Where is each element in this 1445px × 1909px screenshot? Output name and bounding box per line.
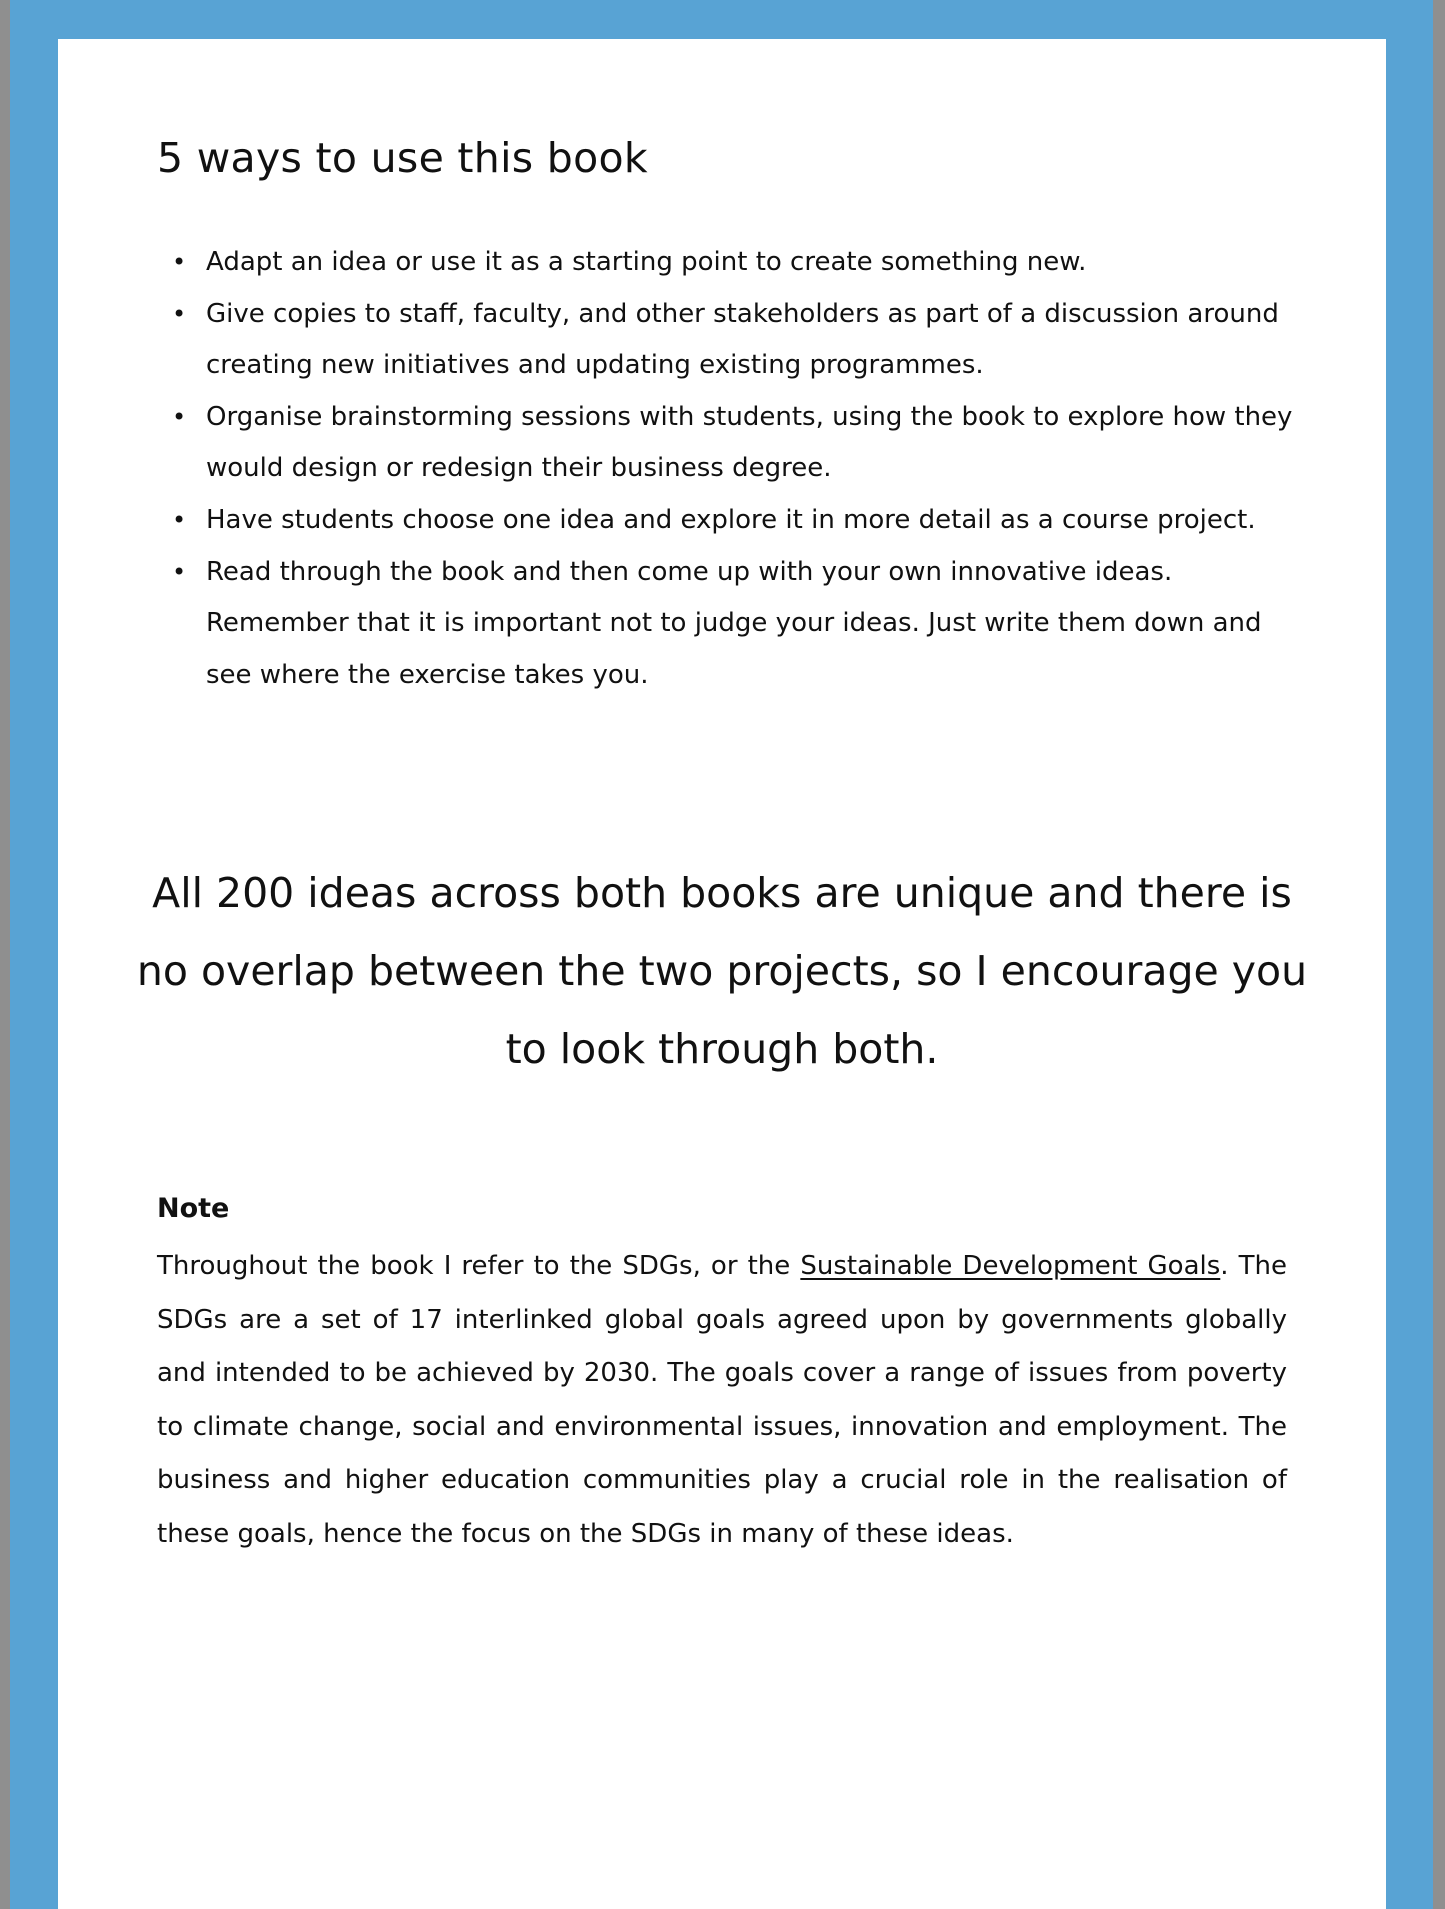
note-body [157,1240,1287,1561]
list-item-text: Adapt an idea or use it as a starting point to create something new. [206,247,1087,277]
bullet-icon: • [172,557,187,586]
bullet-icon: • [172,402,187,431]
list-item [157,392,1297,495]
note-heading: Note [157,1193,230,1224]
ways-list [157,237,1297,701]
list-item-text: Read through the book and then come up with your own innovative ideas. Remember that it is important not to judge your ideas. Just write them down and see where the exercise takes you. [206,556,1262,690]
list-item-text: Organise brainstorming sessions with students, using the book to explore how they would design or redesign their business degree. [206,401,1293,484]
viewer-edge-right [1433,0,1445,1909]
list-item-text: Give copies to staff, faculty, and other stakeholders as part of a discussion around creating new initiatives and updating existing programmes. [206,298,1279,381]
list-item [157,289,1297,392]
list-item [157,547,1297,702]
sdg-link[interactable]: Sustainable Development Goals [800,1251,1221,1281]
bullet-icon: • [172,299,187,328]
note-text-start: Throughout the book I refer to the SDGs, or the [157,1251,801,1281]
viewer-edge-left [0,0,10,1909]
section-title: 5 ways to use this book [157,134,648,182]
list-item [157,237,1297,289]
bullet-icon: • [172,505,187,534]
callout-text: All 200 ideas across both books are unique and there is no overlap between the two projects, so I encourage you to look through both. [136,869,1308,1073]
document-page [58,39,1386,1909]
list-item [157,495,1297,547]
note-text-end: . The SDGs are a set of 17 interlinked global goals agreed upon by governments globally and intended to be achieved by 2030. The goals cover a range of issues from poverty to climate change, social and environmental issues, innovation and employment. The business and higher education communities play a crucial role in the realisation of these goals, hence the focus on the SDGs in many of these ideas. [157,1251,1287,1549]
bullet-icon: • [172,248,187,276]
list-item-text: Have students choose one idea and explore it in more detail as a course project. [206,504,1256,535]
